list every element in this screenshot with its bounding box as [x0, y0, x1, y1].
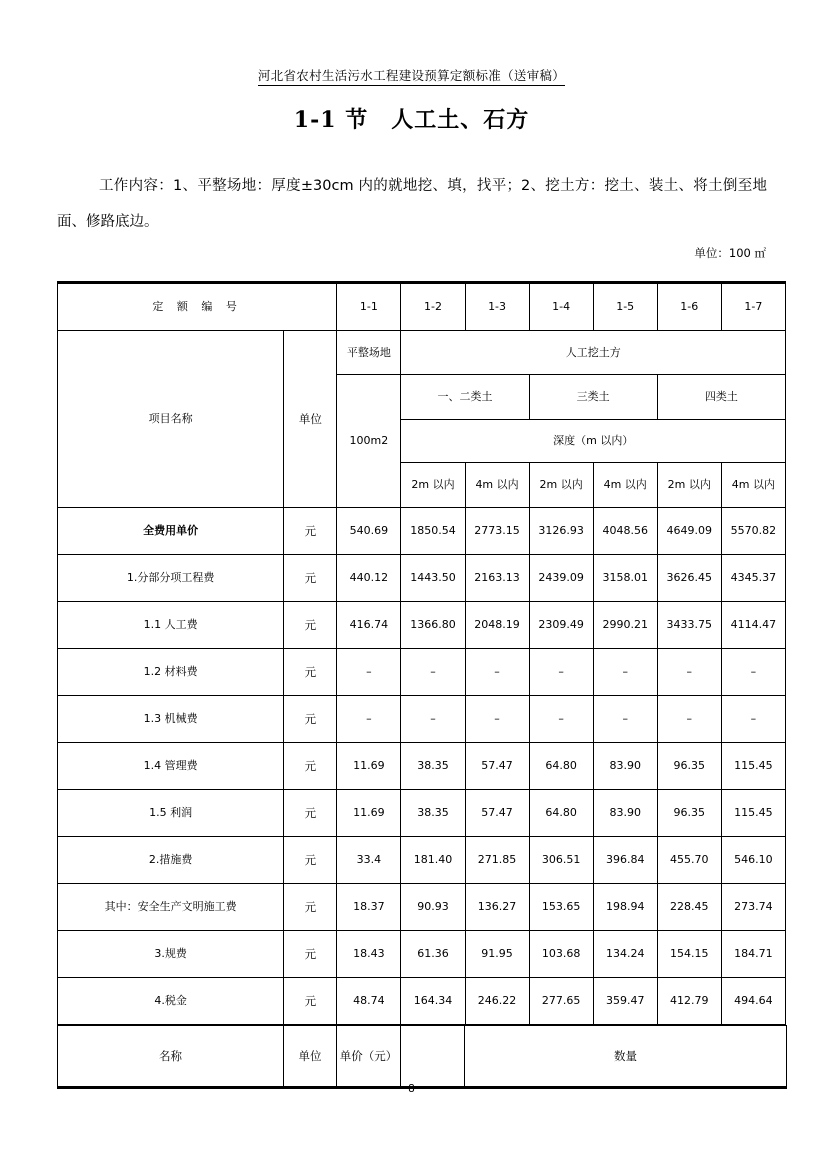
row-value: 4345.37	[721, 555, 785, 602]
soil-type-1: 一、二类土	[401, 375, 529, 420]
row-value: 115.45	[721, 790, 785, 837]
row-label: 2.措施费	[58, 837, 284, 884]
quota-footer-table	[57, 1025, 787, 1089]
row-value: 11.69	[337, 743, 401, 790]
table-row	[58, 696, 786, 743]
row-value: 5570.82	[721, 508, 785, 555]
row-value: –	[529, 696, 593, 743]
row-value: 2990.21	[593, 602, 657, 649]
row-value: 3158.01	[593, 555, 657, 602]
row-value: 3126.93	[529, 508, 593, 555]
row-label: 全费用单价	[58, 508, 284, 555]
row-value: 3626.45	[657, 555, 721, 602]
row-unit: 元	[284, 884, 337, 931]
row-unit: 元	[284, 649, 337, 696]
footer-blank-cell	[401, 1026, 465, 1088]
table-row-group	[58, 331, 786, 375]
row-value: –	[657, 696, 721, 743]
row-value: 103.68	[529, 931, 593, 978]
row-value: 198.94	[593, 884, 657, 931]
row-value: –	[721, 649, 785, 696]
document-title: 河北省农村生活污水工程建设预算定额标准（送审稿）	[258, 68, 565, 86]
row-value: 38.35	[401, 790, 465, 837]
table-row	[58, 978, 786, 1025]
table-row	[58, 555, 786, 602]
footer-name-label: 名称	[58, 1026, 284, 1088]
row-label: 4.税金	[58, 978, 284, 1025]
unit-note: 单位：100 ㎡	[694, 246, 766, 260]
row-value: –	[401, 649, 465, 696]
unit-100m2-cell: 100m2	[337, 375, 401, 508]
code-row-label: 定 额 编 号	[58, 283, 337, 331]
row-value: –	[337, 696, 401, 743]
row-unit: 元	[284, 602, 337, 649]
row-value: –	[465, 696, 529, 743]
code-cell-6: 1-6	[657, 283, 721, 331]
row-value: 83.90	[593, 743, 657, 790]
row-value: 57.47	[465, 743, 529, 790]
table-row	[58, 743, 786, 790]
row-value: 440.12	[337, 555, 401, 602]
row-value: 359.47	[593, 978, 657, 1025]
depth-cell-3: 2m 以内	[529, 463, 593, 508]
code-cell-1: 1-1	[337, 283, 401, 331]
row-unit: 元	[284, 931, 337, 978]
row-unit: 元	[284, 790, 337, 837]
row-value: 246.22	[465, 978, 529, 1025]
depth-cell-6: 4m 以内	[721, 463, 785, 508]
row-value: 48.74	[337, 978, 401, 1025]
code-cell-3: 1-3	[465, 283, 529, 331]
depth-cell-1: 2m 以内	[401, 463, 465, 508]
row-value: 396.84	[593, 837, 657, 884]
row-value: 4114.47	[721, 602, 785, 649]
row-value: –	[529, 649, 593, 696]
table-row	[58, 790, 786, 837]
table-row	[58, 931, 786, 978]
row-unit: 元	[284, 508, 337, 555]
row-value: 153.65	[529, 884, 593, 931]
row-value: 91.95	[465, 931, 529, 978]
footer-quantity-label: 数量	[465, 1026, 787, 1088]
row-value: –	[593, 696, 657, 743]
work-content-paragraph: 工作内容：1、平整场地：厚度±30cm 内的就地挖、填，找平；2、挖土方：挖土、装土、将土倒至地面、修路底边。	[57, 178, 767, 230]
row-value: 134.24	[593, 931, 657, 978]
row-value: 18.37	[337, 884, 401, 931]
row-value: 181.40	[401, 837, 465, 884]
row-value: 1443.50	[401, 555, 465, 602]
quota-table-wrapper	[57, 281, 786, 1089]
row-value: –	[465, 649, 529, 696]
row-value: 136.27	[465, 884, 529, 931]
row-value: 416.74	[337, 602, 401, 649]
group-pingzheng-header: 平整场地	[337, 331, 401, 375]
row-value: 277.65	[529, 978, 593, 1025]
depth-cell-5: 2m 以内	[657, 463, 721, 508]
row-value: –	[721, 696, 785, 743]
row-value: 455.70	[657, 837, 721, 884]
soil-type-2: 三类土	[529, 375, 657, 420]
row-value: 115.45	[721, 743, 785, 790]
table-row	[58, 508, 786, 555]
table-row	[58, 602, 786, 649]
row-value: 2163.13	[465, 555, 529, 602]
row-unit: 元	[284, 837, 337, 884]
row-value: 90.93	[401, 884, 465, 931]
row-value: 96.35	[657, 743, 721, 790]
row-label: 其中：安全生产文明施工费	[58, 884, 284, 931]
row-value: 64.80	[529, 790, 593, 837]
depth-header: 深度（m 以内）	[401, 420, 786, 463]
depth-cell-4: 4m 以内	[593, 463, 657, 508]
row-unit: 元	[284, 696, 337, 743]
section-title: 1-1 节 人工土、石方	[293, 107, 530, 133]
row-value: –	[401, 696, 465, 743]
row-value: 11.69	[337, 790, 401, 837]
row-value: –	[657, 649, 721, 696]
code-cell-5: 1-5	[593, 283, 657, 331]
row-value: 4649.09	[657, 508, 721, 555]
row-value: 540.69	[337, 508, 401, 555]
row-value: 2439.09	[529, 555, 593, 602]
row-value: 2773.15	[465, 508, 529, 555]
group-rengong-header: 人工挖土方	[401, 331, 786, 375]
row-value: 228.45	[657, 884, 721, 931]
row-value: 61.36	[401, 931, 465, 978]
row-value: –	[337, 649, 401, 696]
soil-type-3: 四类土	[657, 375, 785, 420]
row-label: 1.5 利润	[58, 790, 284, 837]
row-value: 3433.75	[657, 602, 721, 649]
document-running-header	[0, 66, 823, 85]
row-value: 154.15	[657, 931, 721, 978]
row-value: 306.51	[529, 837, 593, 884]
row-value: 18.43	[337, 931, 401, 978]
row-label: 1.3 机械费	[58, 696, 284, 743]
row-label: 1.4 管理费	[58, 743, 284, 790]
row-value: –	[593, 649, 657, 696]
row-label: 1.分部分项工程费	[58, 555, 284, 602]
row-value: 494.64	[721, 978, 785, 1025]
code-cell-4: 1-4	[529, 283, 593, 331]
row-label: 1.2 材料费	[58, 649, 284, 696]
page-number: 8	[408, 1083, 415, 1095]
row-value: 1850.54	[401, 508, 465, 555]
row-value: 412.79	[657, 978, 721, 1025]
row-value: 271.85	[465, 837, 529, 884]
row-label: 1.1 人工费	[58, 602, 284, 649]
row-unit: 元	[284, 555, 337, 602]
row-unit: 元	[284, 743, 337, 790]
row-value: 184.71	[721, 931, 785, 978]
code-cell-2: 1-2	[401, 283, 465, 331]
row-value: 2309.49	[529, 602, 593, 649]
row-value: 164.34	[401, 978, 465, 1025]
row-value: 33.4	[337, 837, 401, 884]
table-row-code	[58, 283, 786, 331]
row-value: 83.90	[593, 790, 657, 837]
table-row	[58, 837, 786, 884]
item-name-header: 项目名称	[58, 331, 284, 508]
footer-unit-label: 单位	[284, 1026, 337, 1088]
row-value: 96.35	[657, 790, 721, 837]
row-label: 3.规费	[58, 931, 284, 978]
row-unit: 元	[284, 978, 337, 1025]
row-value: 4048.56	[593, 508, 657, 555]
footer-price-label: 单价（元）	[337, 1026, 401, 1088]
quota-table	[57, 281, 786, 1025]
footer-header-row	[58, 1026, 787, 1088]
table-row	[58, 884, 786, 931]
row-value: 546.10	[721, 837, 785, 884]
row-value: 273.74	[721, 884, 785, 931]
row-value: 2048.19	[465, 602, 529, 649]
row-value: 64.80	[529, 743, 593, 790]
unit-header: 单位	[284, 331, 337, 508]
row-value: 38.35	[401, 743, 465, 790]
table-row	[58, 649, 786, 696]
depth-cell-2: 4m 以内	[465, 463, 529, 508]
row-value: 57.47	[465, 790, 529, 837]
code-cell-7: 1-7	[721, 283, 785, 331]
row-value: 1366.80	[401, 602, 465, 649]
